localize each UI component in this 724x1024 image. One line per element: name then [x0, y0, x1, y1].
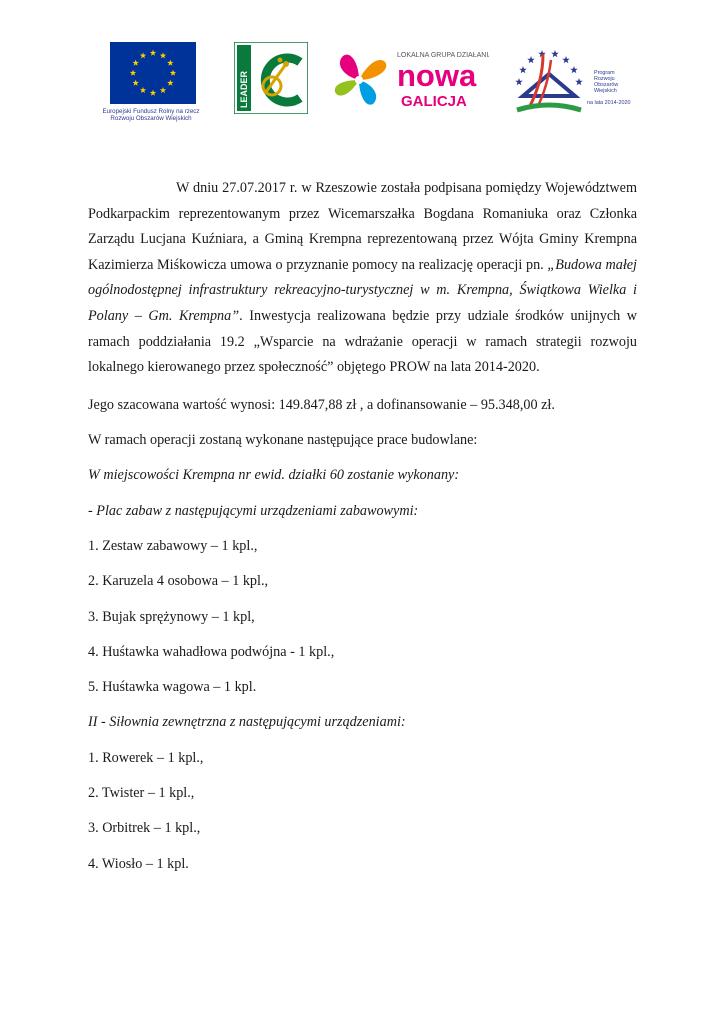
prow-star-icon — [575, 78, 583, 85]
list-item: 1. Rowerek – 1 kpl., — [88, 749, 204, 766]
prow-star-icon — [551, 50, 559, 57]
list-item: 3. Bujak sprężynowy – 1 kpl, — [88, 608, 255, 625]
lgd-name-line1: nowa — [397, 58, 477, 93]
prow-star-icon — [527, 56, 535, 63]
prow-star-icon — [562, 56, 570, 63]
works-line: W ramach operacji zostaną wykonane następujące prace budowlane: — [88, 432, 478, 449]
list-item: 2. Karuzela 4 osobowa – 1 kpl., — [88, 573, 269, 590]
prow-text — [594, 70, 638, 94]
section1-heading: - Plac zabaw z następującymi urządzeniami zabawowymi: — [88, 502, 419, 519]
list-item: 4. Wiosło – 1 kpl. — [88, 855, 189, 872]
prow-line1: Program — [594, 70, 615, 76]
location-heading: W miejscowości Krempna nr ewid. działki 60 zostanie wykonany: — [88, 467, 460, 484]
leader-text: LEADER — [239, 70, 249, 108]
list-item: 4. Huśtawka wahadłowa podwójna - 1 kpl., — [88, 643, 335, 660]
prow-years: na lata 2014-2020 — [587, 100, 631, 106]
lgd-logo — [333, 46, 489, 112]
logo-bar — [0, 0, 724, 130]
section2-heading: II - Siłownia zewnętrzna z następującymi urządzeniami: — [88, 714, 406, 731]
prow-house-icon — [509, 42, 589, 118]
list-item: 5. Huśtawka wagowa – 1 kpl. — [88, 679, 257, 696]
eu-flag-icon — [110, 42, 196, 104]
prow-line3: Obszarów — [594, 82, 619, 88]
document-body — [88, 176, 637, 889]
prow-star-icon — [519, 66, 527, 73]
prow-logo — [509, 42, 635, 118]
leader-logo — [234, 42, 308, 114]
value-line: Jego szacowana wartość wynosi: 149.847,88 zł , a dofinansowanie – 95.348,00 zł. — [88, 396, 555, 413]
leader-icon — [234, 42, 308, 114]
prow-line2: Rozwoju — [594, 76, 615, 82]
eu-caption-line2: Rozwoju Obszarów Wiejskich — [110, 115, 192, 122]
intro-text-part1: W dniu 27.07.2017 r. w Rzeszowie została podpisana pomiędzy Województwem Podkarpackim reprezentowanym przez Wicemarszałka Bogdana Romaniuka oraz Członka Zarządu Lucjana Kuźniara, a Gminą Krempna reprezentowaną przez Wójta Gminy Krempna Kazimierza Miśkowicza umowa o przyznanie pomocy na realizację operacji pn. — [88, 180, 637, 273]
prow-star-icon — [515, 78, 523, 85]
list-item: 1. Zestaw zabawowy – 1 kpl., — [88, 537, 258, 554]
eu-caption — [92, 108, 210, 122]
prow-line4: Wiejskich — [594, 88, 617, 94]
eu-caption-line1: Europejski Fundusz Rolny na rzecz — [102, 108, 200, 115]
intro-paragraph — [88, 176, 637, 381]
lgd-flower-icon — [333, 46, 489, 112]
lgd-name-line2: GALICJA — [401, 93, 467, 110]
prow-star-icon — [570, 66, 578, 73]
lgd-top-text: LOKALNA GRUPA DZIAŁANIA — [397, 52, 489, 59]
list-item: 3. Orbitrek – 1 kpl., — [88, 820, 201, 837]
eu-logo — [92, 42, 210, 122]
list-item: 2. Twister – 1 kpl., — [88, 785, 195, 802]
intro-text-part2: . Inwestycja realizowana będzie przy udziale środków unijnych w ramach poddziałania 19.2 „Wsparcie na wdrażanie operacji w ramach strategii rozwoju lokalnego kierowanego przez społeczność” objętego PROW na lata 2014-2020. — [88, 307, 637, 376]
operation-title: „Budowa małej ogólnodostępnej infrastruktury rekreacyjno-turystycznej w m. Krempna, Świątkowa Wielka i Polany – Gm. Krempna” — [88, 256, 637, 324]
